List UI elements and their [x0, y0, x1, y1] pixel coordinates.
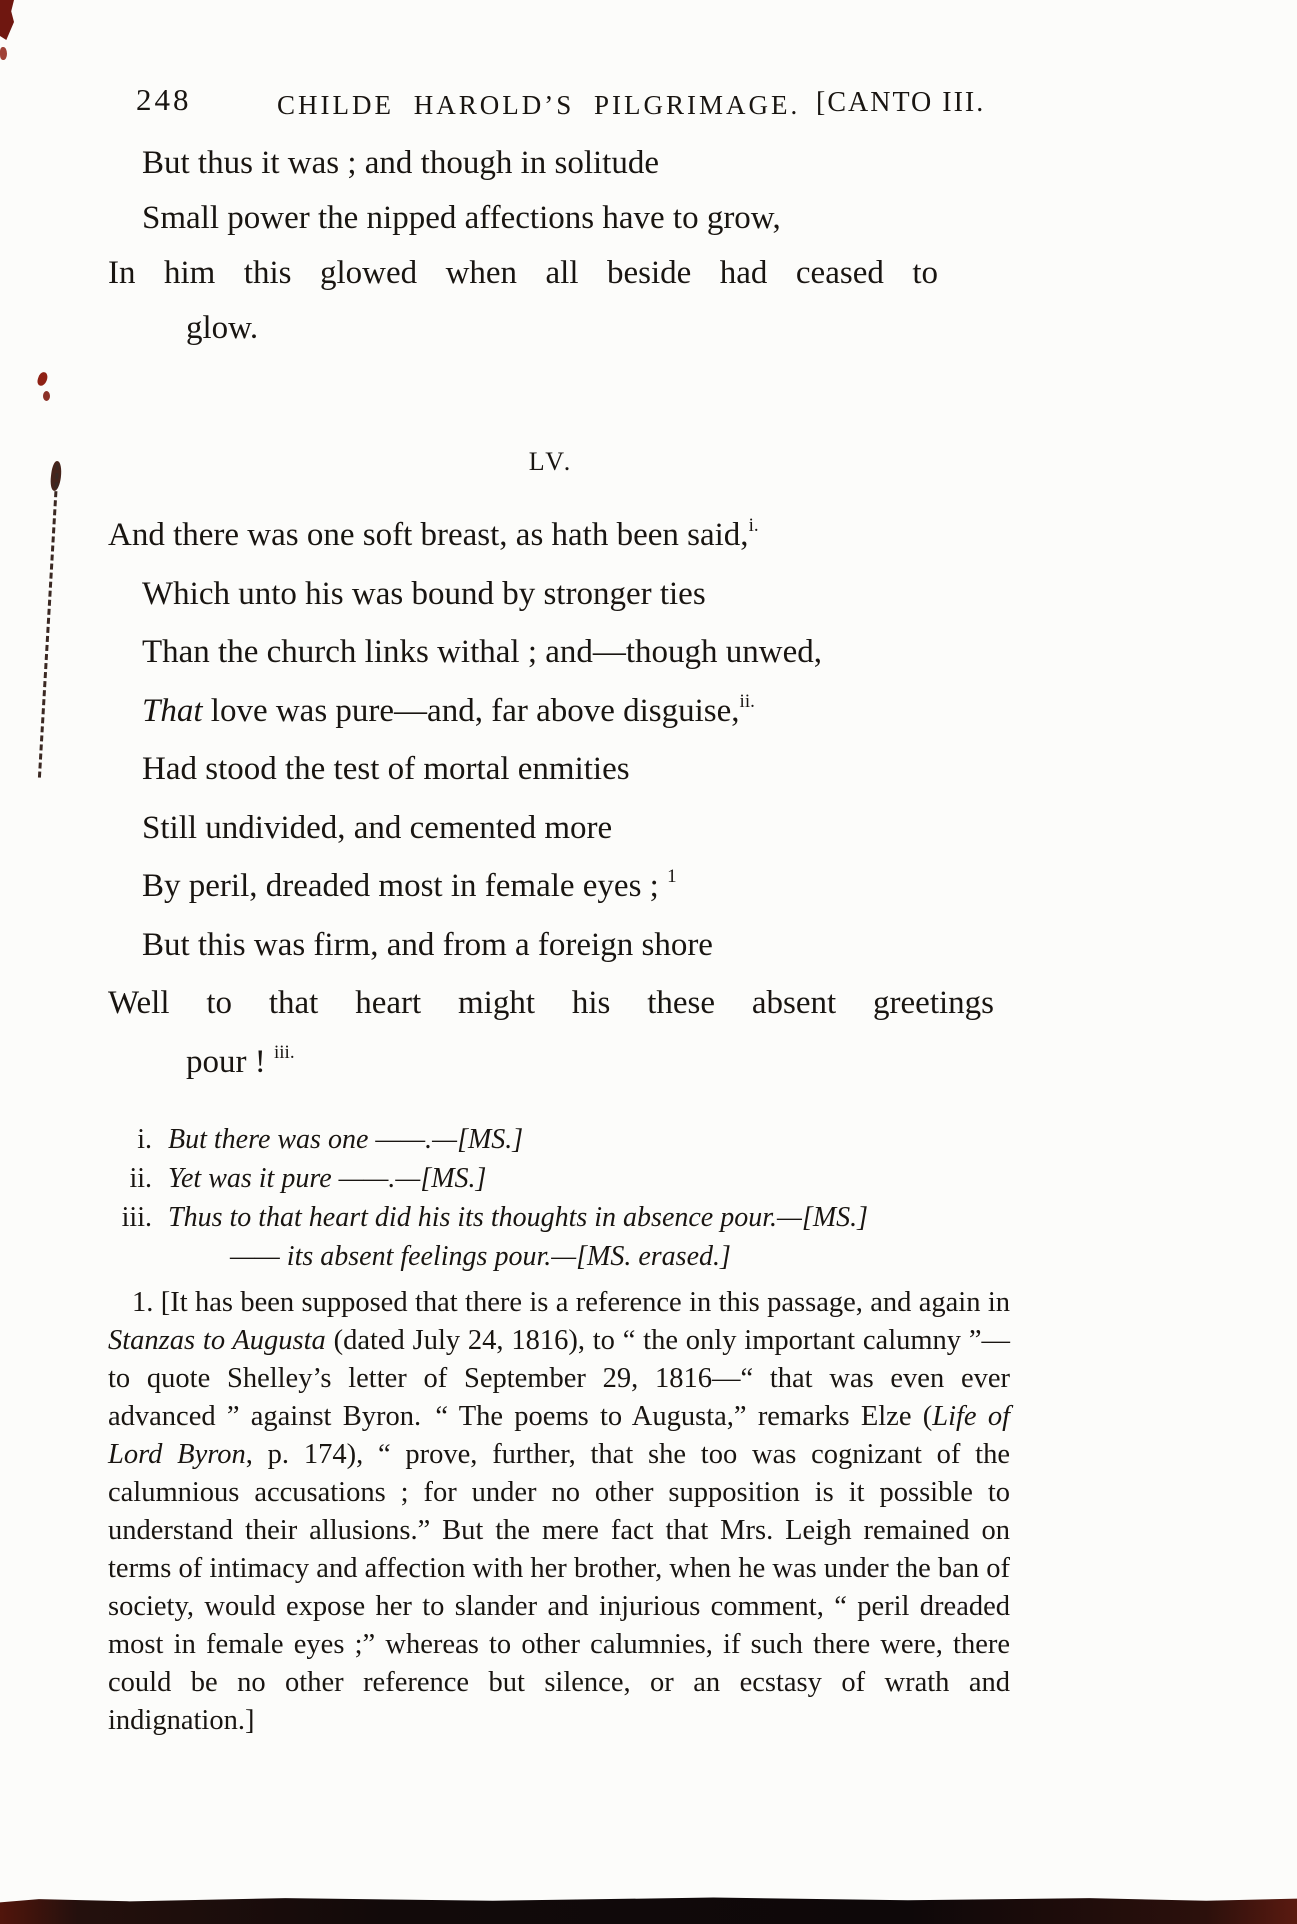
variant-text: But there was one ——.—[MS.]: [168, 1124, 524, 1155]
poem-line: glow.: [186, 310, 259, 346]
stanza-heading-lv: LV.: [528, 447, 574, 476]
scan-stain-corner: [0, 0, 14, 40]
running-title: CHILDE HAROLD’S PILGRIMAGE.: [277, 90, 801, 120]
scan-stain-corner-small: [0, 47, 7, 60]
poem-line: Small power the nipped affections have to grow,: [142, 200, 781, 236]
poem-line: Still undivided, and cemented more: [142, 809, 613, 846]
poem-italic: That: [142, 692, 203, 729]
variant-text: —— its absent feelings pour.—[MS. erased.]: [230, 1241, 731, 1272]
scan-scratch-mark: [38, 464, 59, 778]
variant-label: ii.: [129, 1163, 152, 1194]
variant-notes: [108, 1120, 1098, 1276]
stanza-lv: [108, 506, 994, 1091]
poem-line: But thus it was ; and though in solitude: [142, 145, 659, 181]
canto-label: [CANTO III.: [816, 87, 986, 118]
poem-line: Than the church links withal ; and—though unwed,: [142, 634, 823, 670]
variant-label: [108, 1237, 152, 1276]
variant-ref-i: i.: [748, 515, 759, 536]
page-number: 248: [136, 82, 192, 117]
poem-text: And there was one soft breast, as hath been said,: [108, 517, 749, 553]
poem-line: But this was firm, and from a foreign shore: [142, 926, 713, 963]
variant-text: Yet was it pure ——.—[MS.]: [168, 1163, 487, 1194]
footnote-italic-title: Life of Lord Byron: [108, 1401, 1010, 1470]
footnote-text: [It has been supposed that there is a reference in this passage, and again in: [153, 1287, 1010, 1318]
footnote-text: , p. 174), “ prove, further, that she too was cognizant of the calumnious accusations ; for under no other supposition is it possible to understand their allusions.” But the mere fact that Mrs. Leigh remained on terms of intimacy and affection with her brother, when he was under the ban of society, would expose her to slander and injurious comment, “ peril dreaded most in female eyes ;” whereas to other calumnies, if such there were, there could be no other reference but silence, or an ecstasy of wrath and indignation.]: [108, 1439, 1010, 1736]
poem-text: love was pure—and, far above disguise,: [202, 692, 740, 729]
variant-label: iii.: [121, 1202, 152, 1233]
poem-text: pour !: [186, 1043, 274, 1080]
footnote-text: (dated July 24, 1816), to “ the only important calumny ”—to quote Shelley’s letter of September 29, 1816—“ that was even ever advanced ” against Byron. “ The poems to Augusta,” remarks Elze (: [108, 1325, 1010, 1432]
footnote-ref-1: 1: [667, 866, 677, 887]
poem-line: Well to that heart might his these absent greetings: [108, 985, 994, 1021]
variant-note: [108, 1198, 1098, 1237]
variant-note-continuation: [108, 1237, 1098, 1276]
variant-ref-ii: ii.: [739, 690, 755, 712]
poem-text: By peril, dreaded most in female eyes ;: [142, 868, 668, 904]
scan-speck: [36, 371, 48, 387]
poem-line: Had stood the test of mortal enmities: [142, 751, 630, 787]
variant-label: i.: [137, 1124, 152, 1155]
scan-bottom-stain: [0, 1897, 1297, 1924]
footnote-marker: 1.: [132, 1287, 154, 1318]
footnote-1: [108, 1284, 1010, 1740]
variant-ref-iii: iii.: [273, 1041, 295, 1063]
variant-note: [108, 1159, 1098, 1198]
poem-line: Which unto his was bound by stronger ties: [142, 575, 706, 612]
variant-note: [108, 1120, 1098, 1159]
poem-line: [108, 1033, 994, 1092]
poem-line: [108, 857, 994, 916]
poem-line: [108, 682, 994, 741]
poem-line: [108, 506, 994, 565]
poem-line: In him this glowed when all beside had ceased to: [108, 255, 938, 291]
stanza-liv: [108, 136, 938, 356]
scan-speck: [43, 391, 50, 401]
variant-text: Thus to that heart did his its thoughts in absence pour.—[MS.]: [168, 1202, 869, 1233]
footnote-italic-title: Stanzas to Augusta: [108, 1325, 326, 1356]
